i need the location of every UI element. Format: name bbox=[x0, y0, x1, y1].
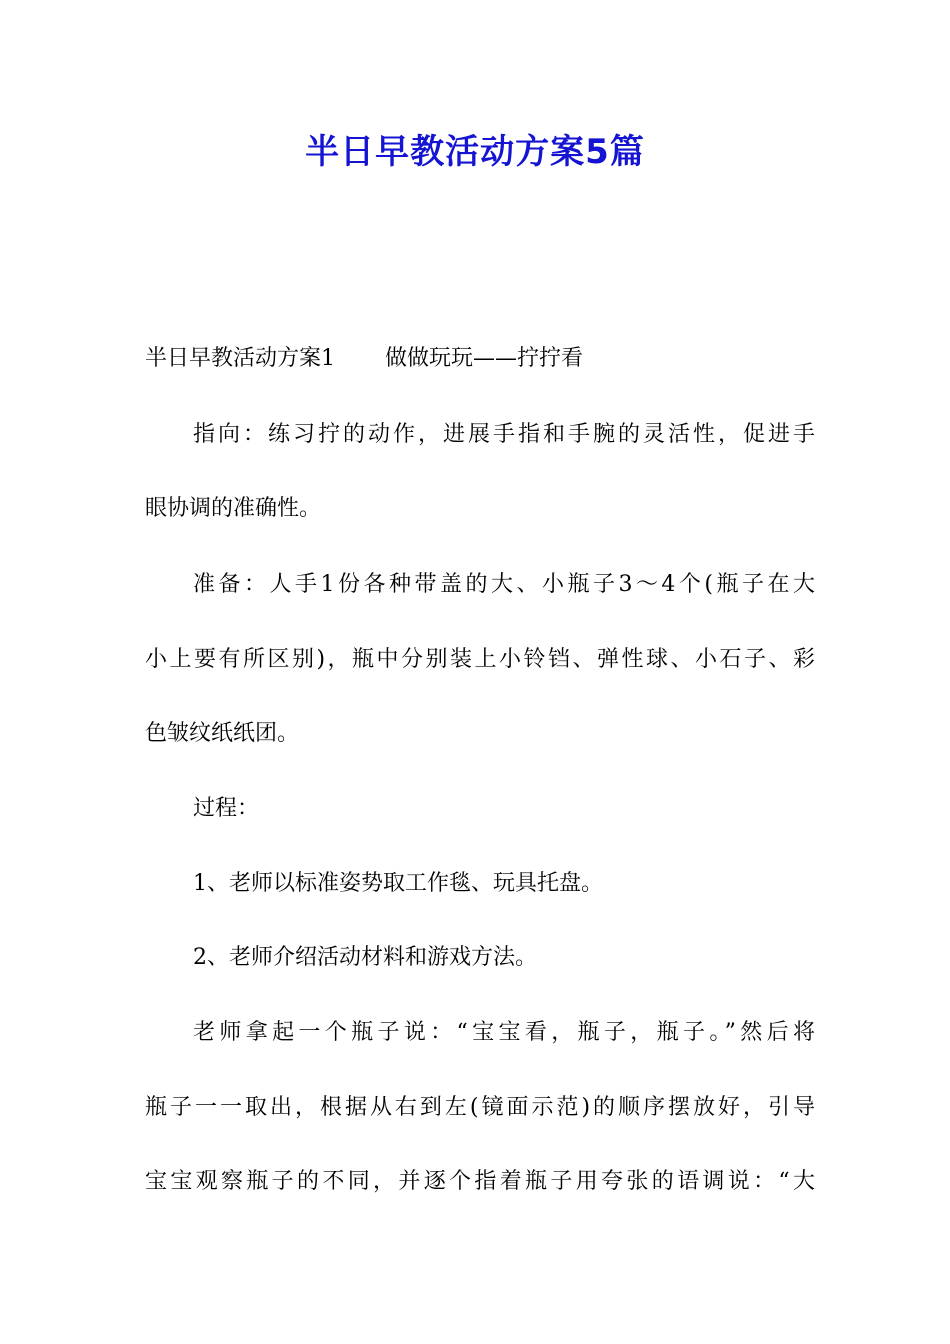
paragraph-line: 色皱纹纸纸团。 bbox=[145, 721, 300, 746]
paragraph-line: 准备：人手1份各种带盖的大、小瓶子3～4个(瓶子在大 bbox=[193, 572, 815, 597]
paragraph-line: 指向：练习拧的动作，进展手指和手腕的灵活性，促进手 bbox=[193, 422, 815, 447]
paragraph-line: 小上要有所区别)，瓶中分别装上小铃铛、弹性球、小石子、彩 bbox=[145, 647, 815, 672]
paragraph-line: 1、老师以标准姿势取工作毯、玩具托盘。 bbox=[193, 871, 603, 896]
paragraph-line: 眼协调的准确性。 bbox=[145, 496, 322, 521]
section-heading bbox=[145, 344, 815, 374]
paragraph-line: 瓶子一一取出，根据从右到左(镜面示范)的顺序摆放好，引导 bbox=[145, 1095, 815, 1120]
paragraph-line: 2、老师介绍活动材料和游戏方法。 bbox=[193, 945, 537, 970]
section-heading-subtitle: 做做玩玩——拧拧看 bbox=[385, 346, 584, 371]
paragraph-line: 宝宝观察瓶子的不同，并逐个指着瓶子用夸张的语调说：“大 bbox=[145, 1169, 815, 1194]
paragraph-line: 过程： bbox=[193, 796, 260, 821]
paragraph-line: 老师拿起一个瓶子说：“宝宝看，瓶子，瓶子。”然后将 bbox=[193, 1020, 815, 1045]
document-title: 半日早教活动方案5篇 bbox=[305, 132, 645, 172]
section-heading-name: 半日早教活动方案1 bbox=[145, 346, 335, 371]
